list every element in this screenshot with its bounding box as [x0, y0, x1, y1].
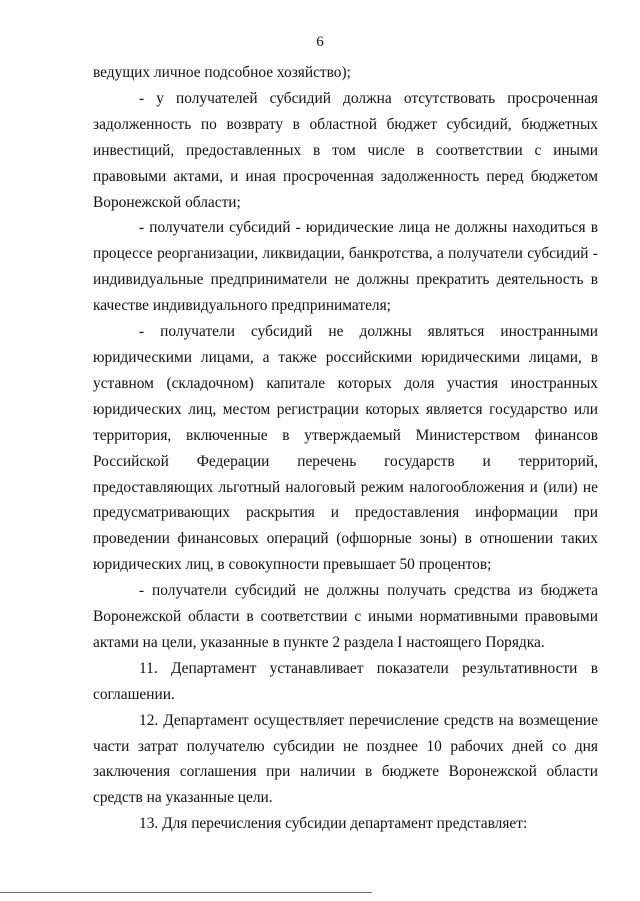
paragraph-condition-no-overdue-debt: - у получателей субсидий должна отсутствовать просроченная задолженность по возврату в областной бюджет субсидий, бюджетных инвестиций, предоставленных в том числе в соответствии с иными правовыми актами, и иная просроченная задолженность перед бюджетом Воронежской области;	[93, 89, 598, 211]
paragraph-item-11: 11. Департамент устанавливает показатели результативности в соглашении.	[93, 659, 598, 703]
paragraph-condition-no-reorganization: - получатели субсидий - юридические лица не должны находиться в процессе реорганизации, ликвидации, банкротства, а получатели субсидий - индивидуальные предприниматели не должны прекратить деятельность в качестве индивидуального предпринимателя;	[93, 219, 598, 315]
paragraph-item-13: 13. Для перечисления субсидии департамент представляет:	[139, 815, 528, 833]
paragraph-condition-not-foreign-entity: - получатели субсидий не должны являться иностранными юридическими лицами, а также российскими юридическими лицами, в уставном (складочном) капитале которых доля участия иностранных юридических лиц, местом регистрации которых является государство или территория, включенные в утверждаемый Министерством финансов Российской Федерации перечень государств и территорий, предоставляющих льготный налоговый режим налогообложения и (или) не предусматривающих раскрытия и предоставления информации при проведении финансовых операций (офшорные зоны) в отношении таких юридических лиц, в совокупности превышает 50 процентов;	[93, 323, 598, 574]
page-number: 6	[316, 34, 324, 50]
bottom-divider	[0, 892, 372, 893]
paragraph-continuation: ведущих личное подсобное хозяйство);	[93, 64, 351, 81]
paragraph-item-12: 12. Департамент осуществляет перечисление средств на возмещение части затрат получателю субсидии не позднее 10 рабочих дней со дня заключения соглашения при наличии в бюджете Воронежской области средств на указанные цели.	[93, 711, 598, 807]
paragraph-condition-no-other-funds: - получатели субсидий не должны получать средства из бюджета Воронежской области в соответствии с иными нормативными правовыми актами на цели, указанные в пункте 2 раздела I настоящего Порядка.	[93, 582, 598, 651]
document-body	[93, 60, 598, 837]
